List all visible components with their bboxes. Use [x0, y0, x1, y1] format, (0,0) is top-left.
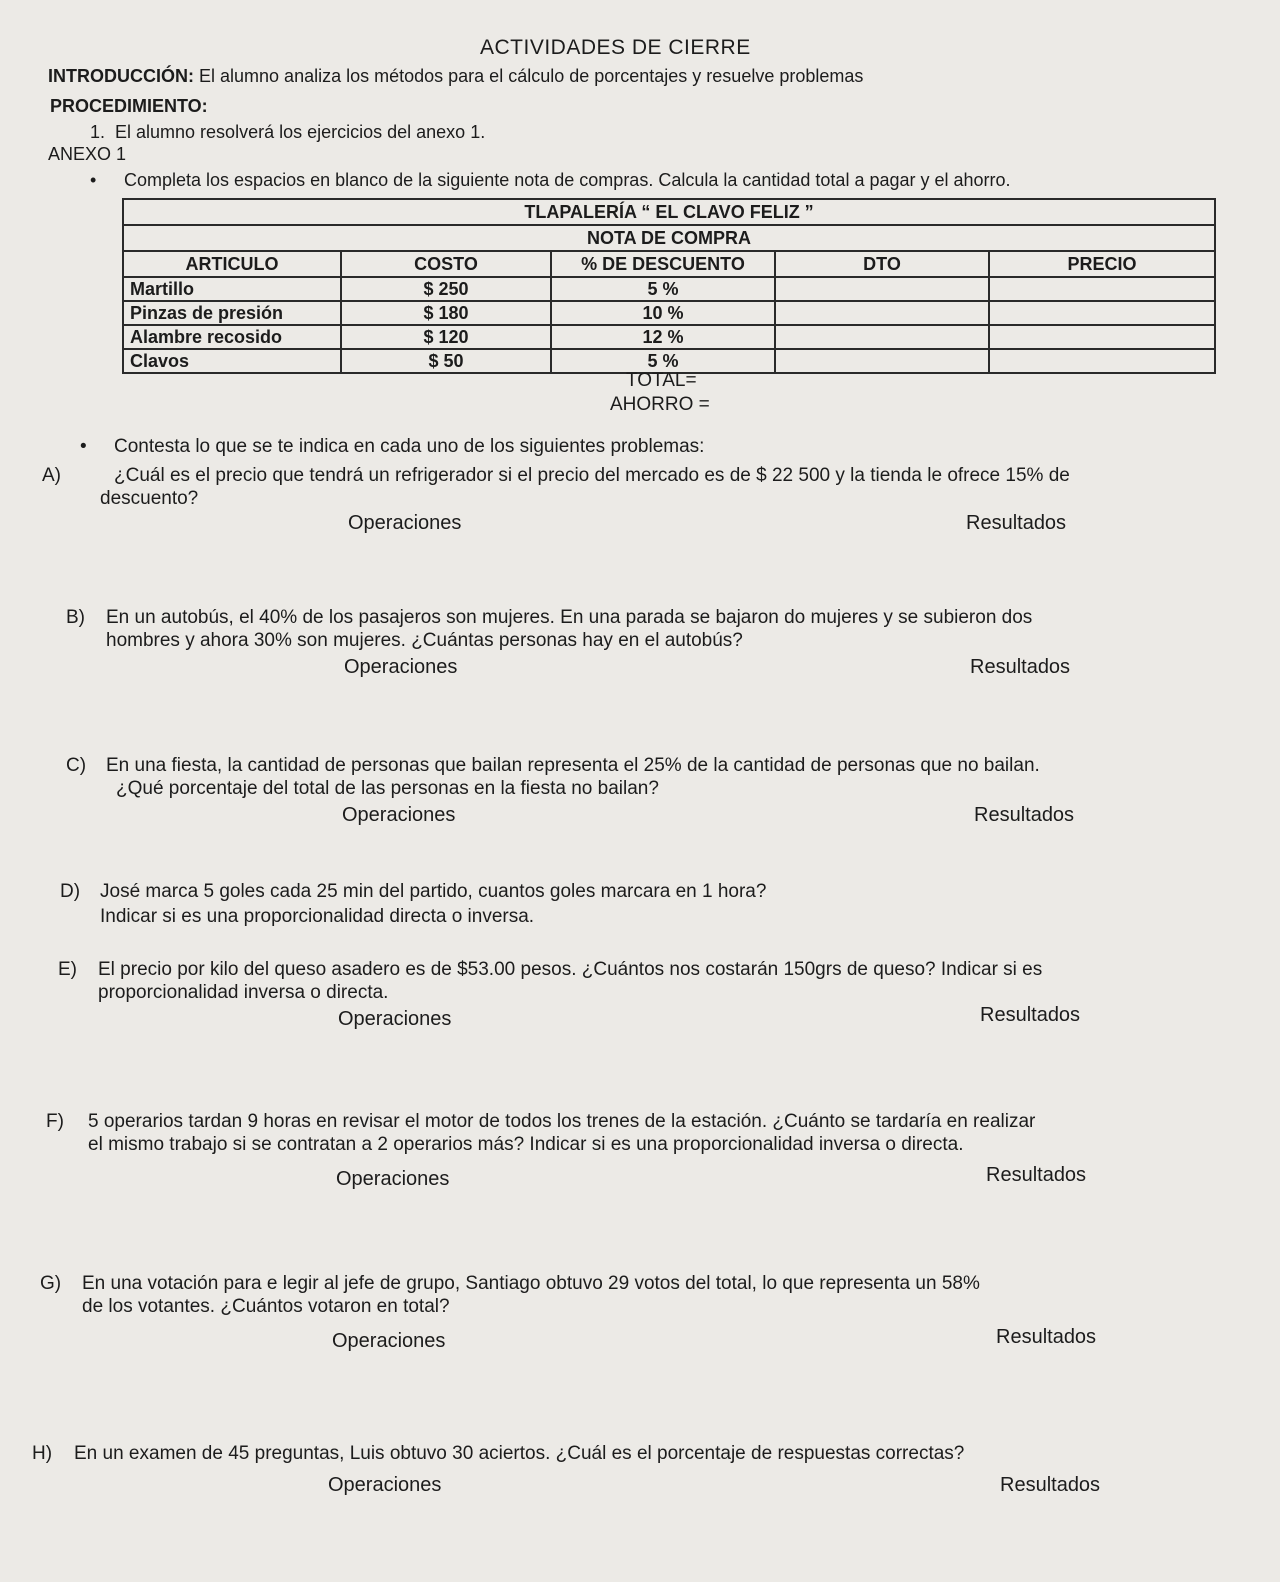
resultados-label: Resultados: [986, 1164, 1087, 1186]
cell-precio-blank[interactable]: [989, 301, 1215, 325]
problem-label: D): [60, 881, 81, 902]
cell-dto-blank[interactable]: [775, 277, 989, 301]
operaciones-label: Operaciones: [332, 1330, 446, 1352]
store-name: TLAPALERÍA “ EL CLAVO FELIZ ”: [123, 199, 1215, 225]
table-subtitle-row: [123, 225, 1215, 251]
operaciones-label: Operaciones: [342, 804, 456, 826]
cell-descuento: 5 %: [551, 349, 775, 373]
problem-label: A): [42, 465, 61, 486]
header-costo: COSTO: [341, 251, 551, 277]
header-dto: DTO: [775, 251, 989, 277]
cell-articulo: Martillo: [123, 277, 341, 301]
resultados-label: Resultados: [966, 512, 1067, 534]
problem-g: [40, 1272, 980, 1318]
resultados-label: Resultados: [980, 1004, 1081, 1026]
operaciones-label: Operaciones: [344, 656, 458, 678]
problem-text: José marca 5 goles cada 25 min del partido, cuantos goles marcara en 1 hora?: [100, 881, 767, 902]
problem-label: C): [66, 755, 87, 776]
procedimiento-step: 1. El alumno resolverá los ejercicios del anexo 1.: [90, 122, 486, 142]
table-row: [123, 301, 1215, 325]
problem-label: B): [66, 607, 85, 628]
problem-label: H): [32, 1443, 53, 1464]
problem-text: proporcionalidad inversa o directa.: [98, 982, 389, 1003]
cell-articulo: Pinzas de presión: [123, 301, 341, 325]
resultados-label: Resultados: [1000, 1474, 1101, 1496]
intro-label: INTRODUCCIÓN:: [48, 66, 194, 86]
problem-text: de los votantes. ¿Cuántos votaron en total?: [82, 1296, 450, 1317]
problem-text: descuento?: [100, 488, 199, 509]
cell-costo: $ 120: [341, 325, 551, 349]
problem-text: En una fiesta, la cantidad de personas que bailan representa el 25% de la cantidad de personas que no bailan.: [106, 755, 1040, 776]
operaciones-label: Operaciones: [348, 512, 462, 534]
cell-dto-blank[interactable]: [775, 349, 989, 373]
table-store-row: [123, 199, 1215, 225]
cell-descuento: 10 %: [551, 301, 775, 325]
cell-dto-blank[interactable]: [775, 325, 989, 349]
cell-articulo: Alambre recosido: [123, 325, 341, 349]
cell-costo: $ 250: [341, 277, 551, 301]
problem-text: 5 operarios tardan 9 horas en revisar el motor de todos los trenes de la estación. ¿Cuánto se tardaría en realizar: [88, 1111, 1036, 1132]
intro-line: [48, 66, 863, 87]
problem-d: [60, 880, 766, 928]
purchase-note-table: [122, 198, 1216, 374]
problem-a: [42, 464, 1070, 510]
cell-precio-blank[interactable]: [989, 325, 1215, 349]
problem-text: Indicar si es una proporcionalidad directa o inversa.: [100, 906, 535, 927]
resultados-label: Resultados: [996, 1326, 1097, 1348]
intro-text: El alumno analiza los métodos para el cálculo de porcentajes y resuelve problemas: [199, 66, 864, 86]
problem-text: El precio por kilo del queso asadero es de $53.00 pesos. ¿Cuántos nos costarán 150grs de queso? Indicar si es: [98, 959, 1043, 980]
note-subtitle: NOTA DE COMPRA: [123, 225, 1215, 251]
operaciones-label: Operaciones: [328, 1474, 442, 1496]
ahorro-label: AHORRO =: [610, 394, 710, 415]
problem-label: G): [40, 1273, 62, 1294]
header-precio: PRECIO: [989, 251, 1215, 277]
contesta-instruction: • Contesta lo que se te indica en cada uno de los siguientes problemas:: [114, 436, 704, 458]
problem-text: En un autobús, el 40% de los pasajeros son mujeres. En una parada se bajaron do mujeres y se subieron dos: [106, 607, 1033, 628]
operaciones-label: Operaciones: [338, 1008, 452, 1030]
cell-precio-blank[interactable]: [989, 349, 1215, 373]
header-descuento: % DE DESCUENTO: [551, 251, 775, 277]
page-title: ACTIVIDADES DE CIERRE: [480, 36, 751, 59]
cell-precio-blank[interactable]: [989, 277, 1215, 301]
problem-text: ¿Qué porcentaje del total de las personas en la fiesta no bailan?: [116, 778, 659, 799]
cell-descuento: 5 %: [551, 277, 775, 301]
table-row: [123, 325, 1215, 349]
problem-text: En un examen de 45 preguntas, Luis obtuvo 30 aciertos. ¿Cuál es el porcentaje de respuestas correctas?: [74, 1443, 965, 1464]
problem-text: ¿Cuál es el precio que tendrá un refrigerador si el precio del mercado es de $ 22 500 y la tienda le ofrece 15% de: [114, 465, 1070, 486]
problem-text: hombres y ahora 30% son mujeres. ¿Cuántas personas hay en el autobús?: [106, 630, 743, 651]
problem-f: [46, 1110, 1035, 1156]
problem-label: F): [46, 1111, 64, 1132]
table-row: [123, 277, 1215, 301]
cell-articulo: Clavos: [123, 349, 341, 373]
problem-e: [58, 958, 1042, 1004]
problem-text: el mismo trabajo si se contratan a 2 operarios más? Indicar si es una proporcionalidad inversa o directa.: [88, 1134, 964, 1155]
cell-costo: $ 180: [341, 301, 551, 325]
problem-c: [66, 754, 1040, 800]
table-instruction: • Completa los espacios en blanco de la siguiente nota de compras. Calcula la cantidad total a pagar y el ahorro.: [124, 170, 1011, 191]
problem-label: E): [58, 959, 77, 980]
problem-h: [32, 1442, 964, 1465]
header-articulo: ARTICULO: [123, 251, 341, 277]
cell-dto-blank[interactable]: [775, 301, 989, 325]
total-label: TOTAL=: [626, 370, 697, 391]
resultados-label: Resultados: [970, 656, 1071, 678]
table-header-row: [123, 251, 1215, 277]
resultados-label: Resultados: [974, 804, 1075, 826]
operaciones-label: Operaciones: [336, 1168, 450, 1190]
cell-descuento: 12 %: [551, 325, 775, 349]
problem-text: En una votación para e legir al jefe de grupo, Santiago obtuvo 29 votos del total, lo que representa un 58%: [82, 1273, 980, 1294]
problem-b: [66, 606, 1032, 652]
cell-costo: $ 50: [341, 349, 551, 373]
anexo-label: ANEXO 1: [48, 144, 127, 164]
procedimiento-label: PROCEDIMIENTO:: [50, 96, 208, 116]
